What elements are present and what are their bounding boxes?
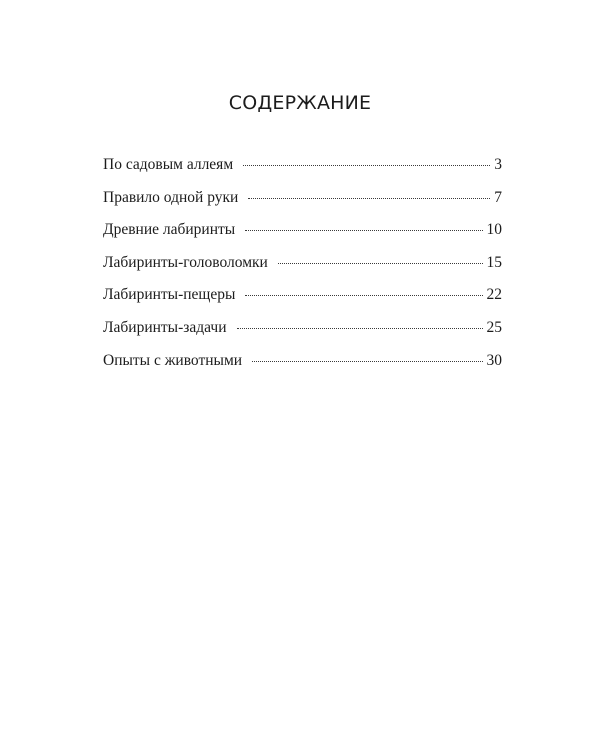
dot-leader xyxy=(252,361,482,362)
toc-entry-title: Лабиринты-головоломки xyxy=(103,253,268,271)
toc-entry xyxy=(103,352,502,385)
toc-heading: СОДЕРЖАНИЕ xyxy=(228,92,372,114)
toc-entry xyxy=(103,319,502,352)
toc-entry xyxy=(103,221,502,254)
toc-entry-page: 3 xyxy=(494,156,502,173)
dot-leader xyxy=(248,198,490,199)
toc-entry-page: 15 xyxy=(486,253,502,271)
dot-leader xyxy=(245,295,482,296)
toc-entry-page: 10 xyxy=(486,221,502,239)
toc-entry-title: Древние лабиринты xyxy=(103,221,236,239)
toc-entry-page: 22 xyxy=(486,286,502,304)
toc-entry-title: Опыты с животными xyxy=(103,351,243,369)
toc-entry-title: Лабиринты-пещеры xyxy=(103,286,236,304)
dot-leader xyxy=(278,263,483,264)
toc-entry-page: 7 xyxy=(494,188,502,206)
toc-entry xyxy=(103,254,502,287)
table-of-contents xyxy=(103,156,502,384)
toc-entry xyxy=(103,189,502,222)
dot-leader xyxy=(243,165,490,166)
toc-entry-page: 30 xyxy=(486,351,502,369)
toc-entry-title: Правило одной руки xyxy=(103,188,239,206)
dot-leader xyxy=(237,328,483,329)
dot-leader xyxy=(245,230,482,231)
toc-entry xyxy=(103,156,502,189)
toc-entry-title: По садовым аллеям xyxy=(103,156,234,173)
toc-entry xyxy=(103,286,502,319)
toc-entry-page: 25 xyxy=(486,318,502,336)
toc-entry-title: Лабиринты-задачи xyxy=(103,318,227,336)
